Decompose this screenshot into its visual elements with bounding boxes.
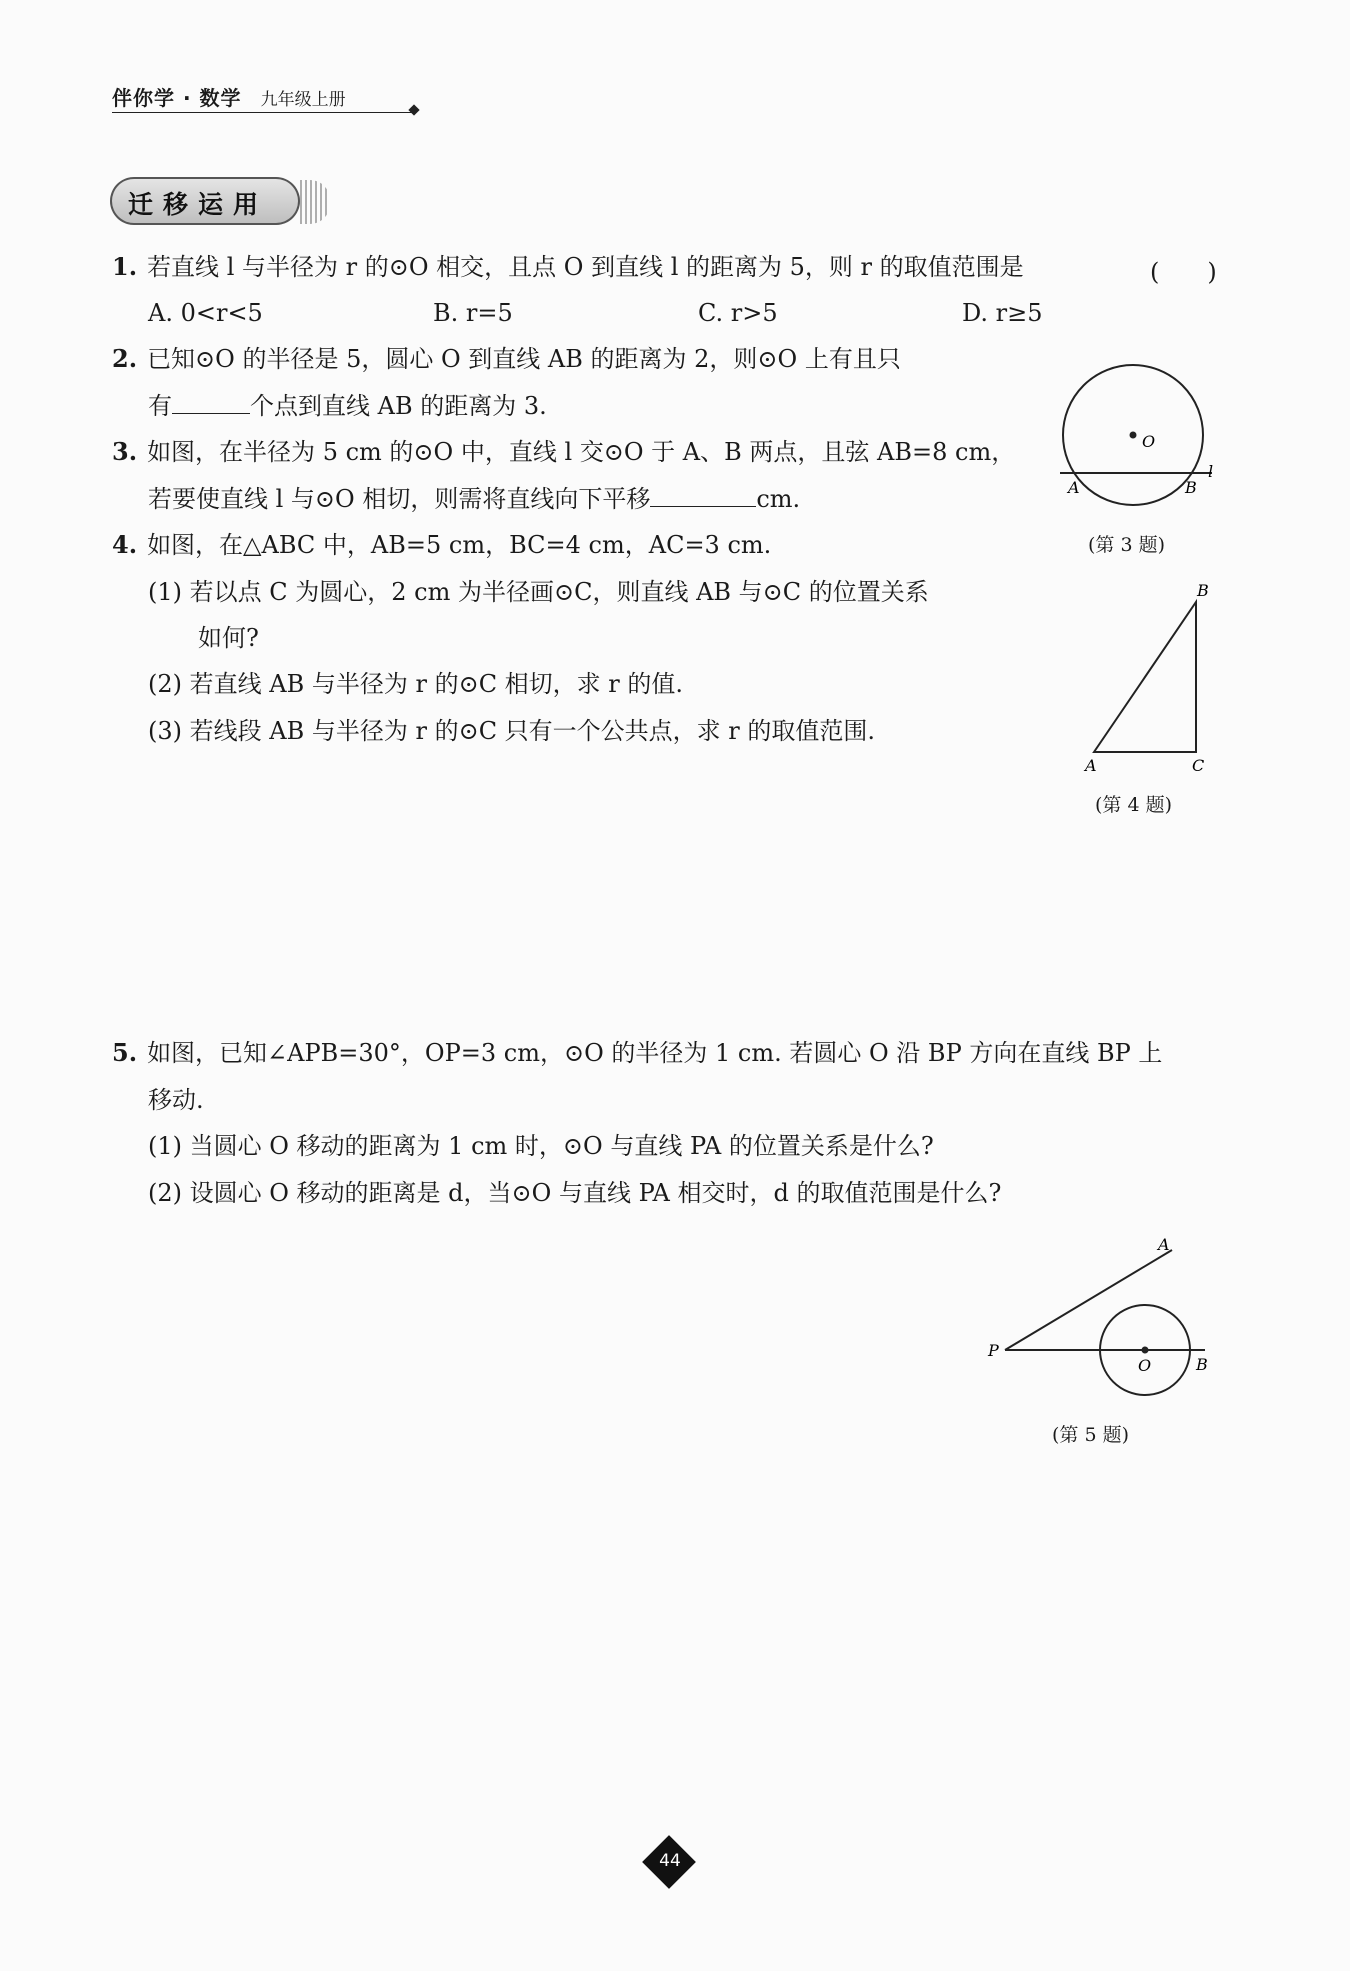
q4-sub2: (2) 若直线 AB 与半径为 r 的⊙C 相切，求 r 的值.	[148, 670, 684, 698]
fig3-label-l: l	[1208, 462, 1214, 481]
q1-number: 1.	[112, 252, 138, 281]
q1-option-d: D. r≥5	[962, 299, 1043, 327]
fig5-label-o: O	[1138, 1356, 1152, 1375]
book-grade: 九年级上册	[260, 90, 346, 110]
q3-line1: 如图，在半径为 5 cm 的⊙O 中，直线 l 交⊙O 于 A、B 两点，且弦 AB=8 cm，	[147, 438, 1016, 466]
q5-sub1: (1) 当圆心 O 移动的距离为 1 cm 时，⊙O 与直线 PA 的位置关系是什么?	[148, 1132, 934, 1160]
q2-line2-end: 个点到直线 AB 的距离为 3.	[250, 392, 547, 420]
q3-blank[interactable]	[650, 484, 756, 507]
q1-option-a: A. 0<r<5	[148, 299, 263, 327]
q5-stem	[112, 1038, 1162, 1068]
q4-sub3: (3) 若线段 AB 与半径为 r 的⊙C 只有一个公共点，求 r 的取值范围.	[148, 717, 876, 745]
q1-option-c: C. r>5	[698, 299, 778, 327]
q3-stem	[112, 437, 1015, 467]
q4-sub1-line2: 如何?	[198, 624, 259, 652]
fig5-caption: (第 5 题)	[1052, 1424, 1129, 1446]
fig3-label-o: O	[1142, 432, 1156, 451]
header-diamond-icon	[408, 104, 419, 115]
q4-sub1-line1: (1) 若以点 C 为圆心，2 cm 为半径画⊙C，则直线 AB 与⊙C 的位置关系	[148, 578, 929, 606]
fig3-center-dot	[1130, 432, 1137, 439]
figure-4	[1080, 578, 1230, 778]
fig4-label-b: B	[1197, 581, 1209, 600]
q5-line1: 如图，已知∠APB=30°，OP=3 cm，⊙O 的半径为 1 cm. 若圆心 O 沿 BP 方向在直线 BP 上	[147, 1039, 1163, 1067]
q2-stem	[112, 344, 901, 374]
fig4-triangle	[1094, 602, 1196, 752]
fig3-caption: (第 3 题)	[1088, 534, 1165, 556]
q1-text: 若直线 l 与半径为 r 的⊙O 相交，且点 O 到直线 l 的距离为 5，则 r 的取值范围是	[147, 253, 1024, 281]
fig5-label-a: A	[1158, 1235, 1170, 1254]
fig5-label-b: B	[1196, 1355, 1208, 1374]
fig3-label-a: A	[1068, 478, 1080, 497]
fig4-label-a: A	[1085, 756, 1097, 775]
q3-line2-start: 若要使直线 l 与⊙O 相切，则需将直线向下平移	[148, 485, 651, 513]
badge-stripes-decoration	[300, 180, 330, 224]
q3-line2-end: cm.	[756, 485, 801, 513]
q4-line1: 如图，在△ABC 中，AB=5 cm，BC=4 cm，AC=3 cm.	[147, 531, 772, 559]
q4-stem	[112, 530, 771, 560]
figure-5	[980, 1228, 1220, 1408]
section-badge	[110, 177, 300, 225]
q1-stem	[112, 252, 1024, 282]
header-rule	[112, 112, 412, 113]
fig5-label-p: P	[988, 1341, 999, 1360]
q3-line2	[148, 484, 800, 514]
q1-answer-paren: ( )	[1150, 258, 1217, 286]
fig5-ray-pa	[1005, 1250, 1172, 1350]
page-number: 44	[659, 1851, 681, 1871]
fig4-label-c: C	[1192, 756, 1205, 775]
section-title: 迁移运用	[128, 190, 269, 219]
fig3-label-b: B	[1185, 478, 1197, 497]
page-header	[112, 82, 422, 111]
page-number-badge	[645, 1838, 695, 1888]
fig5-center-dot	[1142, 1347, 1149, 1354]
q1-option-b: B. r=5	[433, 299, 513, 327]
q2-number: 2.	[112, 344, 138, 373]
q5-sub2: (2) 设圆心 O 移动的距离是 d，当⊙O 与直线 PA 相交时，d 的取值范围是什么?	[148, 1179, 1002, 1207]
q4-number: 4.	[112, 530, 138, 559]
q2-line1: 已知⊙O 的半径是 5，圆心 O 到直线 AB 的距离为 2，则⊙O 上有且只	[147, 345, 901, 373]
q2-line2	[148, 391, 547, 421]
q5-line2: 移动.	[148, 1086, 204, 1114]
q3-number: 3.	[112, 437, 138, 466]
q2-line2-start: 有	[148, 392, 172, 420]
book-brand: 伴你学 · 数学	[112, 86, 242, 110]
q5-number: 5.	[112, 1038, 138, 1067]
fig4-caption: (第 4 题)	[1095, 794, 1172, 816]
figure-3	[1050, 355, 1250, 515]
q2-blank[interactable]	[172, 391, 250, 414]
